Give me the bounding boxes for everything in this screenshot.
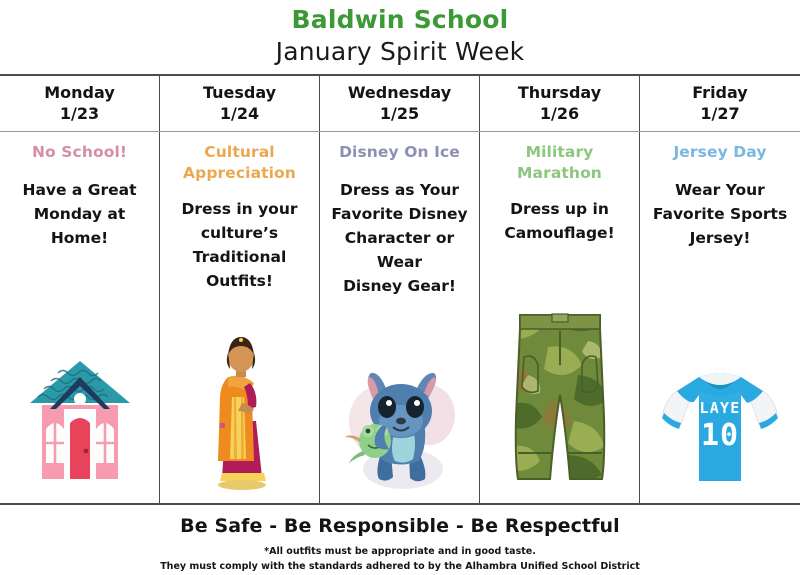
description-line: Favorite Sports — [652, 204, 788, 223]
day-name: Monday — [44, 83, 115, 102]
sports-jersey-icon — [644, 365, 796, 497]
theme-description — [653, 178, 787, 250]
camo-shorts-icon — [484, 301, 635, 497]
day-date: 1/25 — [379, 103, 420, 123]
stitch-character-icon — [324, 369, 475, 497]
theme-description — [22, 178, 136, 250]
description-line: Wear Your — [675, 180, 765, 199]
sari-woman-icon — [164, 325, 315, 497]
description-line: Have a Great — [22, 180, 137, 199]
description-line: Jersey! — [689, 228, 751, 247]
house-icon — [4, 347, 155, 497]
description-line: Favorite Disney — [331, 204, 468, 223]
page-title: January Spirit Week — [275, 36, 525, 66]
day-cell-thursday — [480, 132, 640, 503]
day-header-thursday — [480, 76, 640, 131]
table-header-row — [0, 76, 800, 132]
flyer-header — [0, 0, 800, 67]
theme-title: Military Marathon — [517, 142, 602, 182]
day-header-wednesday — [320, 76, 480, 131]
jersey-number-text: 10 — [700, 417, 740, 453]
theme-description — [504, 197, 614, 245]
day-cell-friday — [640, 132, 800, 503]
description-line: Dress up in — [510, 200, 609, 219]
theme-title: Jersey Day — [673, 142, 767, 161]
description-line: Character or Wear — [344, 228, 455, 271]
day-cell-monday — [0, 132, 160, 503]
jersey-name-text: PLAYER — [689, 398, 751, 417]
fineprint-line-2: They must comply with the standards adhered to by the Alhambra Unified School District — [160, 561, 640, 573]
school-name: Baldwin School — [291, 5, 509, 34]
description-line: Dress in your — [181, 200, 298, 219]
day-header-friday — [640, 76, 800, 131]
description-line: Home! — [50, 228, 109, 247]
day-header-monday — [0, 76, 160, 131]
theme-description — [324, 178, 475, 298]
day-date: 1/27 — [700, 103, 740, 123]
description-line: Disney Gear! — [343, 276, 456, 295]
day-name: Friday — [692, 83, 748, 102]
theme-title: No School! — [31, 142, 128, 161]
day-cell-tuesday — [160, 132, 320, 503]
spirit-week-table — [0, 74, 800, 505]
fineprint-line-1: *All outfits must be appropriate and in good taste. — [264, 545, 536, 557]
day-name: Tuesday — [202, 83, 277, 102]
day-header-tuesday — [160, 76, 320, 131]
flyer-footer — [0, 505, 800, 575]
day-name: Thursday — [517, 83, 602, 102]
description-line: Outfits! — [206, 272, 273, 291]
motto-text: Be Safe - Be Responsible - Be Respectful — [180, 514, 620, 537]
fineprint-text — [0, 544, 800, 575]
description-line: Traditional — [192, 248, 287, 267]
day-date: 1/26 — [539, 103, 580, 123]
theme-title: Disney On Ice — [339, 142, 460, 161]
day-date: 1/23 — [59, 103, 100, 123]
day-name: Wednesday — [347, 83, 452, 102]
theme-title: Cultural Appreciation — [183, 142, 296, 182]
table-body-row — [0, 132, 800, 503]
day-date: 1/24 — [219, 103, 260, 123]
description-line: Dress as Your — [339, 180, 460, 199]
description-line: Monday at — [33, 204, 126, 223]
day-cell-wednesday — [320, 132, 480, 503]
description-line: culture’s — [200, 224, 279, 243]
theme-description — [181, 197, 297, 293]
description-line: Camouflage! — [504, 224, 615, 243]
